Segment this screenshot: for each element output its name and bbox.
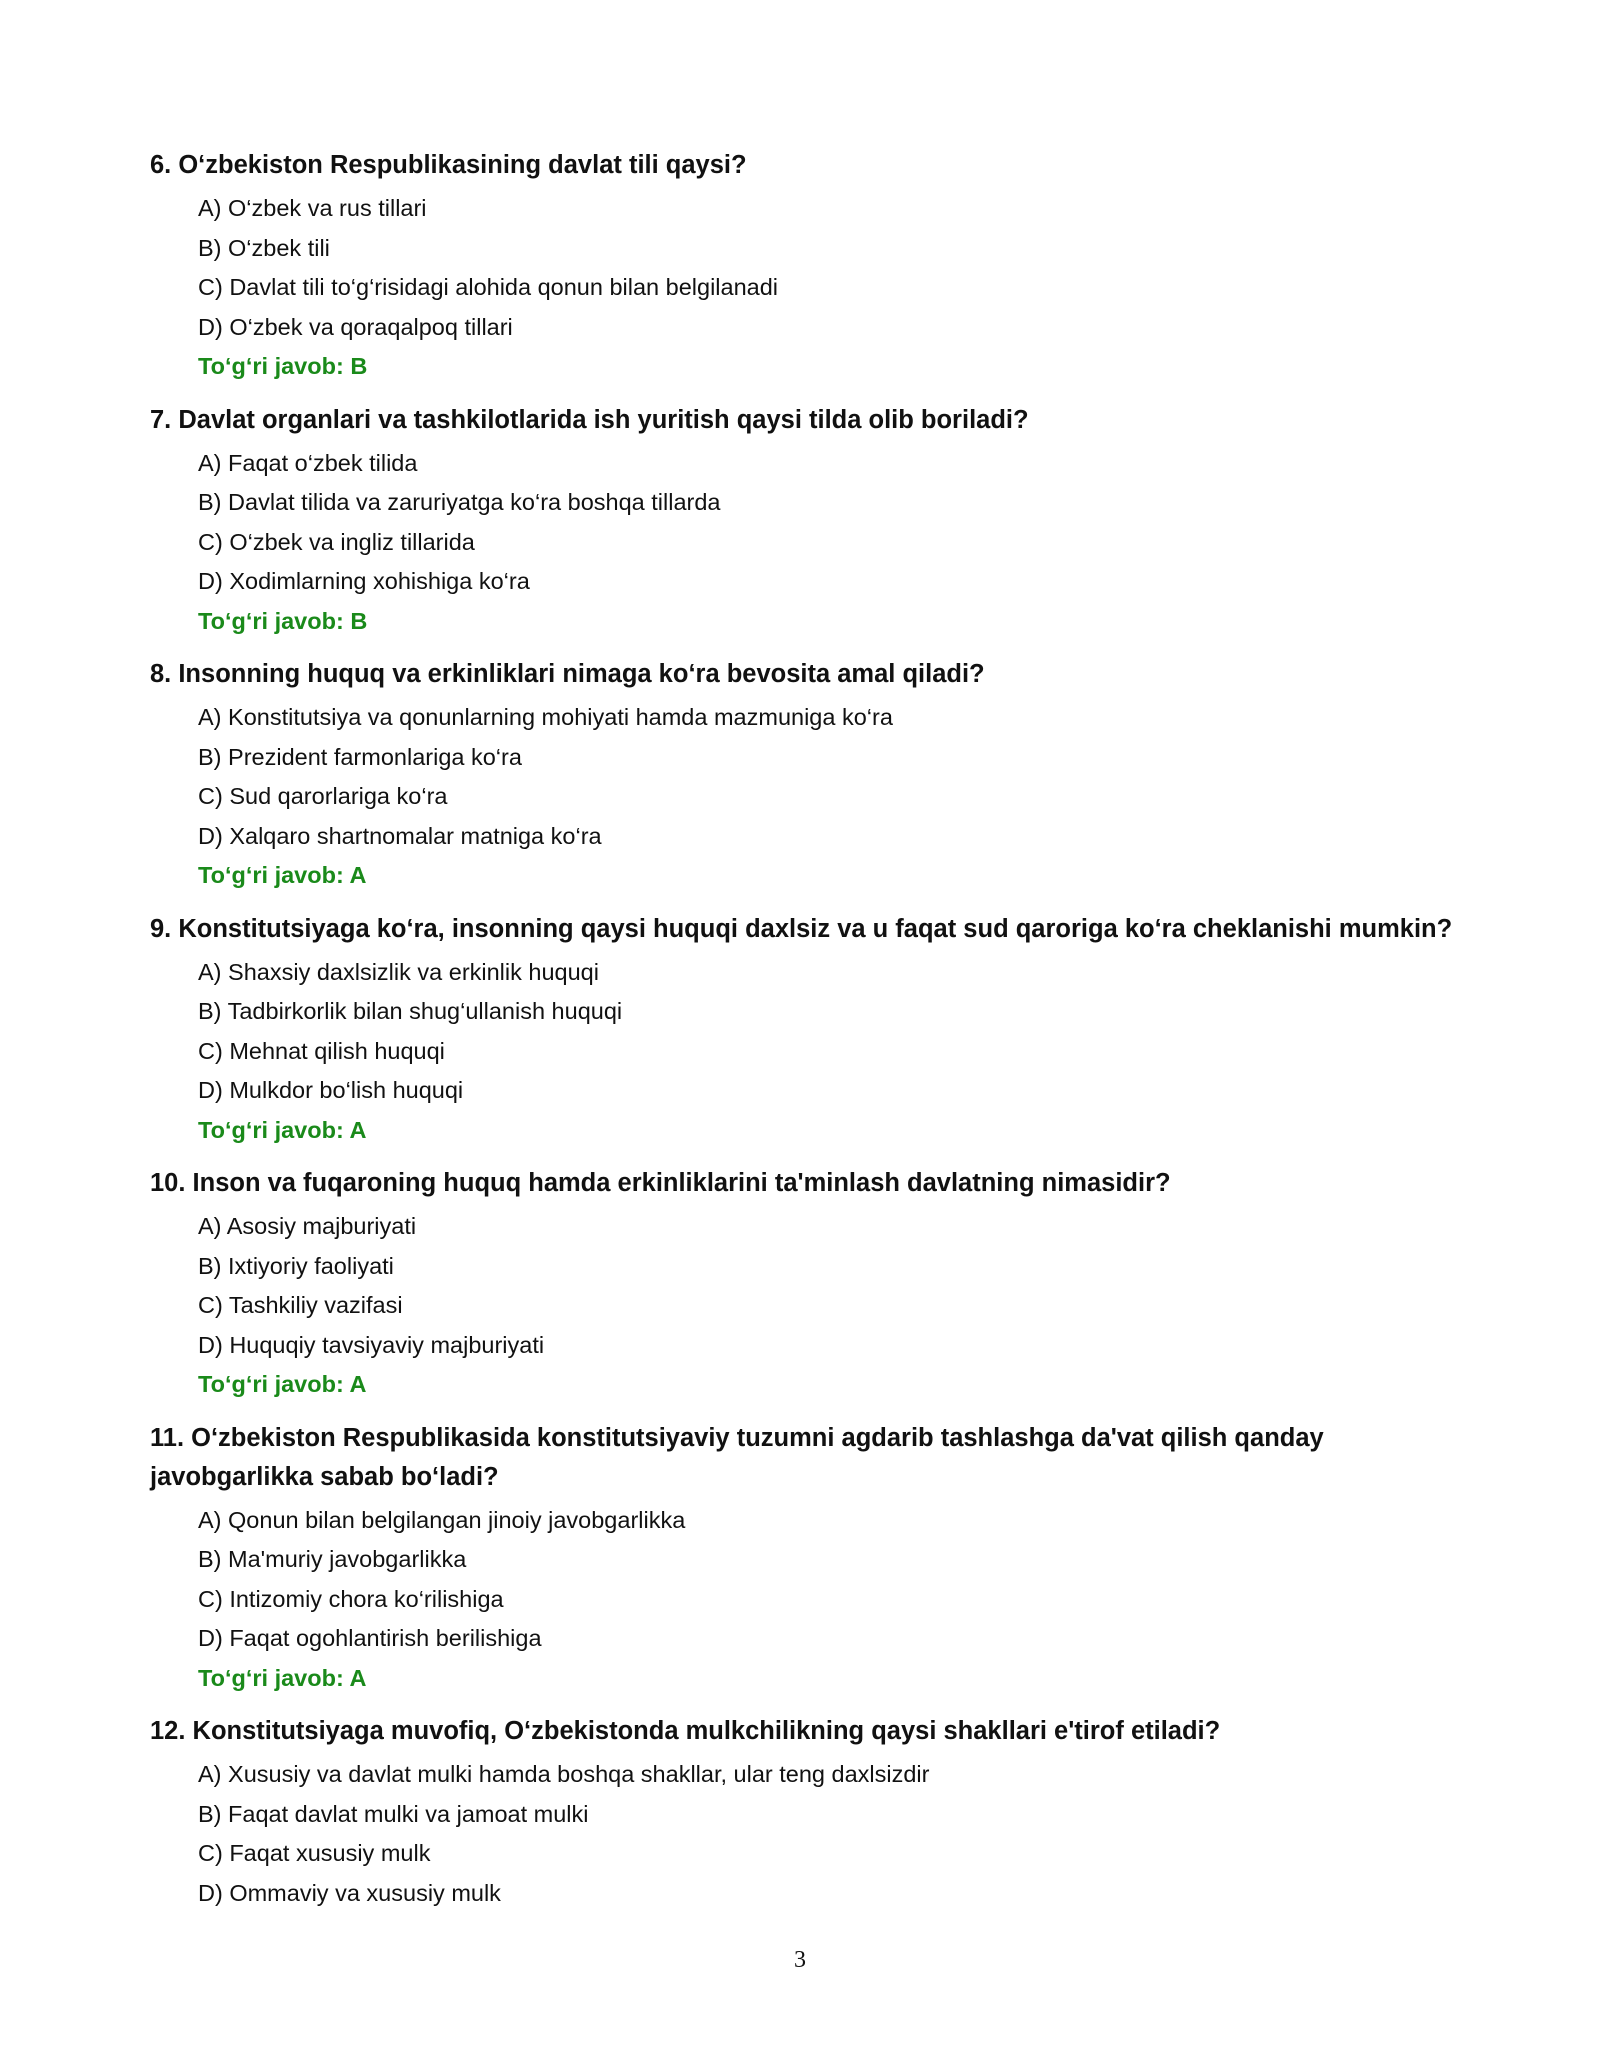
correct-answer: To‘g‘ri javob: A — [198, 1664, 367, 1691]
correct-answer: To‘g‘ri javob: A — [198, 1116, 367, 1143]
option-list — [198, 953, 1480, 1111]
option-b: B) Prezident farmonlariga ko‘ra — [198, 743, 522, 770]
correct-answer: To‘g‘ri javob: A — [198, 1371, 367, 1397]
page-number: 3 — [794, 1947, 806, 1973]
question-title: 12. Konstitutsiyaga muvofiq, O‘zbekistonda mulkchilikning qaysi shakllari e'tirof etiladi? — [150, 1717, 1221, 1745]
correct-answer: To‘g‘ri javob: A — [198, 862, 367, 888]
option-list — [198, 698, 1480, 856]
option-c: C) Tashkiliy vazifasi — [198, 1292, 403, 1318]
question-8 — [150, 655, 1480, 896]
question-title: 9. Konstitutsiyaga ko‘ra, insonning qaysi huquqi daxlsiz va u faqat sud qaroriga ko‘ra cheklanishi mumkin? — [150, 914, 1453, 943]
option-c: C) Sud qarorlariga ko‘ra — [198, 783, 448, 809]
option-d: D) Ommaviy va xususiy mulk — [198, 1879, 501, 1906]
option-a: A) Qonun bilan belgilangan jinoiy javobgarlikka — [198, 1506, 686, 1533]
option-c: C) Davlat tili to‘g‘risidagi alohida qonun bilan belgilanadi — [198, 274, 779, 300]
question-title: 11. O‘zbekiston Respublikasida konstitutsiyaviy tuzumni agdarib tashlashga da'vat qilish qanday javobgarlikka sabab bo‘ladi? — [150, 1423, 1324, 1491]
option-d: D) Mulkdor bo‘lish huquqi — [198, 1077, 464, 1103]
question-6 — [150, 146, 1480, 387]
option-a: A) Shaxsiy daxlsizlik va erkinlik huquqi — [198, 958, 599, 985]
option-b: B) O‘zbek tili — [198, 234, 330, 261]
option-b: B) Davlat tilida va zaruriyatga ko‘ra boshqa tillarda — [198, 489, 721, 515]
question-title: 7. Davlat organlari va tashkilotlarida ish yuritish qaysi tilda olib boriladi? — [150, 405, 1029, 434]
option-list — [198, 189, 1480, 347]
option-a: A) O‘zbek va rus tillari — [198, 195, 427, 221]
option-b: B) Tadbirkorlik bilan shug‘ullanish huquqi — [198, 998, 623, 1024]
option-d: D) Xalqaro shartnomalar matniga ko‘ra — [198, 822, 602, 849]
question-title: 8. Insonning huquq va erkinliklari nimaga ko‘ra bevosita amal qiladi? — [150, 660, 985, 688]
correct-answer: To‘g‘ri javob: B — [198, 607, 368, 634]
option-d: D) Huquqiy tavsiyaviy majburiyati — [198, 1331, 545, 1358]
option-a: A) Asosiy majburiyati — [198, 1213, 417, 1239]
option-a: A) Faqat o‘zbek tilida — [198, 449, 418, 476]
option-d: D) Faqat ogohlantirish berilishiga — [198, 1625, 542, 1651]
correct-answer: To‘g‘ri javob: B — [198, 353, 368, 379]
option-list — [198, 1755, 1480, 1913]
option-b: B) Faqat davlat mulki va jamoat mulki — [198, 1800, 589, 1827]
option-d: D) Xodimlarning xohishiga ko‘ra — [198, 568, 530, 594]
option-list — [198, 1501, 1480, 1659]
option-list — [198, 1207, 1480, 1365]
option-b: B) Ixtiyoriy faoliyati — [198, 1252, 394, 1279]
option-c: C) Faqat xususiy mulk — [198, 1840, 431, 1866]
question-9 — [150, 910, 1480, 1151]
question-title: 10. Inson va fuqaroning huquq hamda erkinliklarini ta'minlash davlatning nimasidir? — [150, 1169, 1171, 1197]
question-list — [150, 146, 1480, 1927]
question-11 — [150, 1419, 1480, 1699]
option-list — [198, 444, 1480, 602]
option-d: D) O‘zbek va qoraqalpoq tillari — [198, 313, 513, 340]
option-a: A) Konstitutsiya va qonunlarning mohiyati hamda mazmuniga ko‘ra — [198, 704, 893, 730]
option-b: B) Ma'muriy javobgarlikka — [198, 1546, 467, 1572]
question-title: 6. O‘zbekiston Respublikasining davlat tili qaysi? — [150, 151, 747, 179]
question-10 — [150, 1164, 1480, 1405]
option-c: C) Mehnat qilish huquqi — [198, 1037, 445, 1064]
option-c: C) Intizomiy chora ko‘rilishiga — [198, 1585, 504, 1612]
question-7 — [150, 401, 1480, 642]
option-a: A) Xususiy va davlat mulki hamda boshqa shakllar, ular teng daxlsizdir — [198, 1761, 930, 1787]
question-12 — [150, 1712, 1480, 1913]
option-c: C) O‘zbek va ingliz tillarida — [198, 528, 475, 555]
